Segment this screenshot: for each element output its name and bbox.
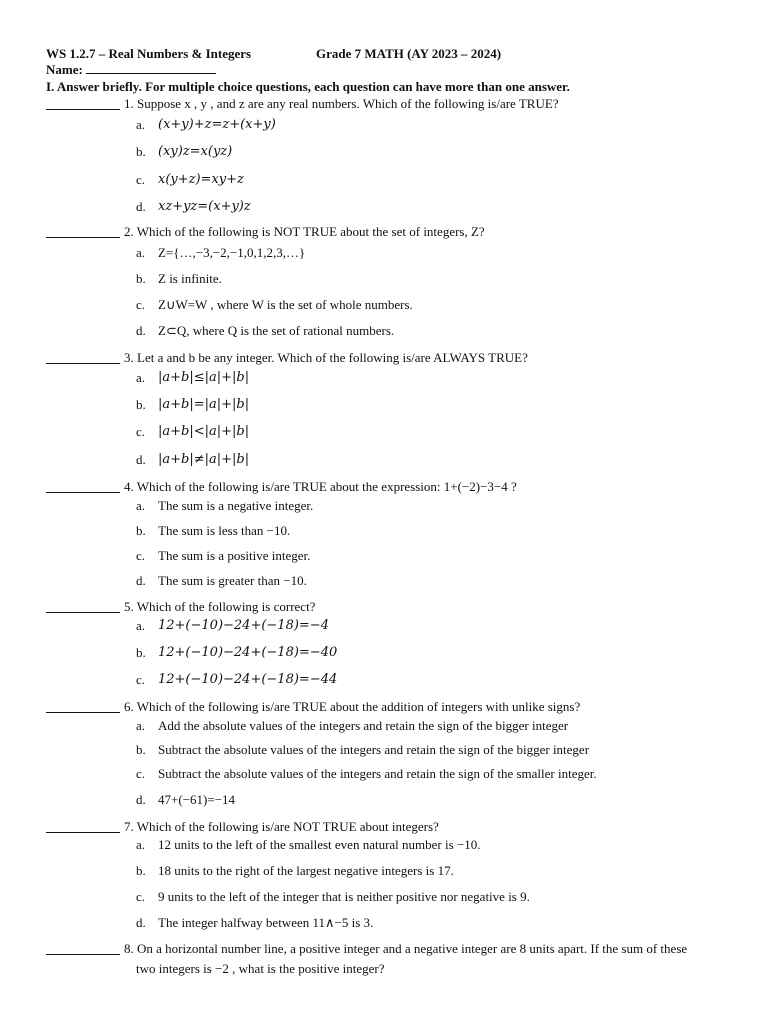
question-stem: 2. Which of the following is NOT TRUE about the set of integers, Z? [124,224,485,239]
option-letter: c. [136,672,146,687]
option-text: 12+(−10)−24+(−18)=−40 [158,645,338,660]
option-text: The sum is less than −10. [158,523,291,538]
option-letter: d. [136,792,146,807]
question-stem: 3. Let a and b be any integer. Which of the following is/are ALWAYS TRUE? [124,350,528,365]
option-text: Z∪W=W , where W is the set of whole numbers. [158,297,413,312]
name-label: Name: [46,62,83,77]
answer-blank[interactable] [46,492,120,493]
option-text: (xy)z=x(yz) [158,144,233,159]
name-blank[interactable] [86,62,216,74]
option-letter: c. [136,172,146,187]
option-letter: d. [136,452,146,467]
option-letter: a. [136,117,146,132]
question-stem: 5. Which of the following is correct? [124,599,316,614]
option-letter: b. [136,863,146,878]
option-letter: a. [136,837,146,852]
option-letter: d. [136,199,146,214]
option-text: The sum is greater than −10. [158,573,307,588]
option-text: 12+(−10)−24+(−18)=−44 [158,672,338,687]
grade-label: Grade 7 MATH (AY 2023 – 2024) [316,46,502,61]
question-stem: 6. Which of the following is/are TRUE about the addition of integers with unlike signs? [124,699,581,714]
option-text: |a+b|≠|a|+|b| [158,452,250,467]
answer-blank[interactable] [46,612,120,613]
option-letter: b. [136,271,146,286]
option-text: |a+b|≤|a|+|b| [158,370,250,385]
option-letter: c. [136,889,146,904]
option-text: xz+yz=(x+y)z [158,199,251,214]
option-text: |a+b|<|a|+|b| [158,424,250,439]
option-letter: a. [136,718,146,733]
answer-blank[interactable] [46,109,120,110]
option-text: Subtract the absolute values of the integers and retain the sign of the smaller integer. [158,766,597,781]
option-text: The integer halfway between 11∧−5 is 3. [158,915,374,930]
option-letter: b. [136,144,146,159]
worksheet-title: WS 1.2.7 – Real Numbers & Integers [46,46,252,61]
name-row [46,62,216,78]
option-text: Z⊂Q, where Q is the set of rational numbers. [158,323,395,338]
option-letter: c. [136,424,146,439]
question-stem: 4. Which of the following is/are TRUE about the expression: 1+(−2)−3−4 ? [124,479,517,494]
option-text: Z is infinite. [158,271,222,286]
answer-blank[interactable] [46,237,120,238]
option-letter: d. [136,915,146,930]
option-letter: c. [136,766,146,781]
option-letter: d. [136,573,146,588]
option-text: Subtract the absolute values of the integers and retain the sign of the bigger integer [158,742,590,757]
option-text: The sum is a negative integer. [158,498,314,513]
option-letter: d. [136,323,146,338]
option-letter: b. [136,645,146,660]
question-stem: 8. On a horizontal number line, a positive integer and a negative integer are 8 units apart. If the sum of these [124,941,688,956]
option-text: 47+(−61)=−14 [158,792,235,807]
option-text: 9 units to the left of the integer that is neither positive nor negative is 9. [158,889,530,904]
option-text: (x+y)+z=z+(x+y) [158,117,276,132]
worksheet-header [46,46,502,62]
answer-blank[interactable] [46,712,120,713]
option-text: Z={…,−3,−2,−1,0,1,2,3,…} [158,245,306,260]
instruction: I. Answer briefly. For multiple choice questions, each question can have more than one answer. [46,79,570,94]
option-letter: b. [136,397,146,412]
option-text: 12+(−10)−24+(−18)=−4 [158,618,329,633]
option-text: 12 units to the left of the smallest even natural number is −10. [158,837,481,852]
option-letter: b. [136,523,146,538]
option-text: 18 units to the right of the largest negative integers is 17. [158,863,454,878]
answer-blank[interactable] [46,954,120,955]
option-text: |a+b|=|a|+|b| [158,397,250,412]
option-letter: a. [136,370,146,385]
question-stem-continued: two integers is −2 , what is the positive integer? [136,961,385,976]
option-letter: a. [136,245,146,260]
option-letter: c. [136,297,146,312]
question-stem: 1. Suppose x , y , and z are any real numbers. Which of the following is/are TRUE? [124,96,559,111]
option-text: x(y+z)=xy+z [158,172,244,187]
answer-blank[interactable] [46,363,120,364]
option-letter: a. [136,498,146,513]
option-letter: c. [136,548,146,563]
option-letter: b. [136,742,146,757]
question-stem: 7. Which of the following is/are NOT TRUE about integers? [124,819,439,834]
option-letter: a. [136,618,146,633]
option-text: The sum is a positive integer. [158,548,311,563]
option-text: Add the absolute values of the integers and retain the sign of the bigger integer [158,718,569,733]
answer-blank[interactable] [46,832,120,833]
